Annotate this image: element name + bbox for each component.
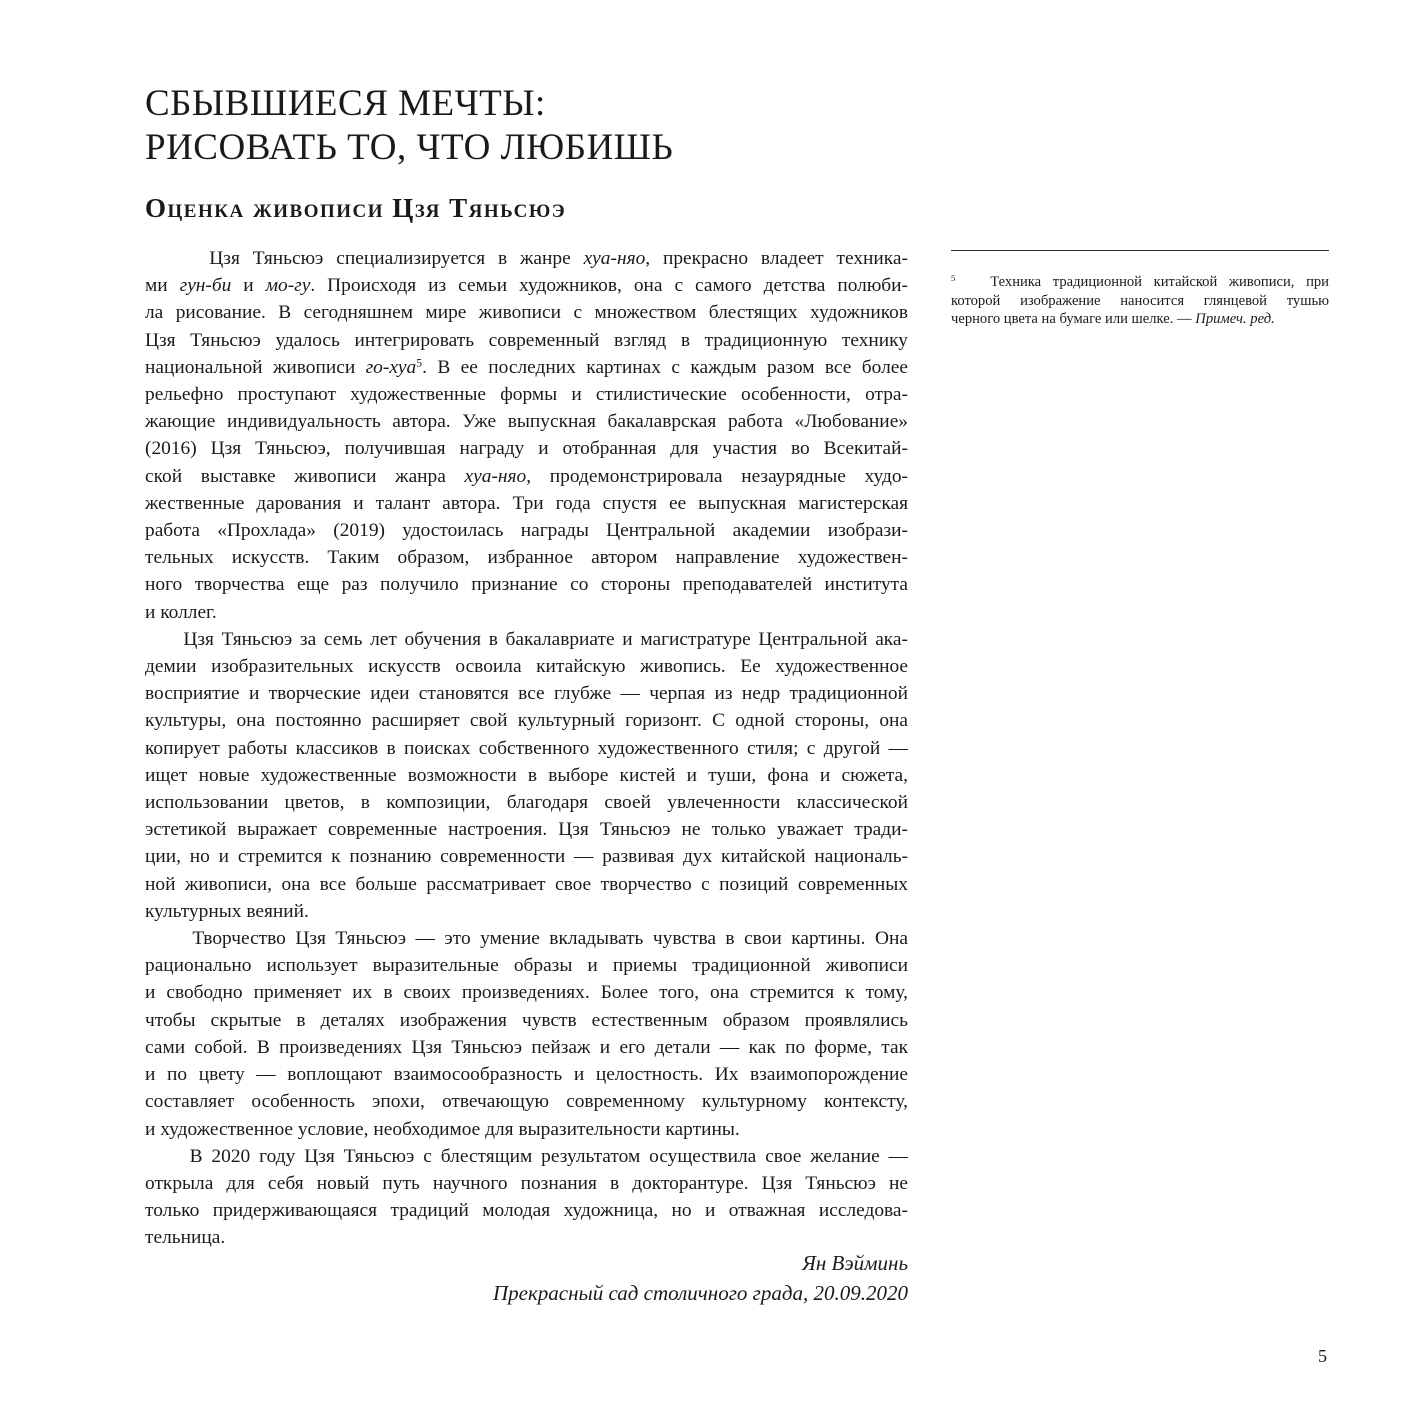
text-line: открыла для себя новый путь научного познания в докторантуре. Цзя Тяньсюэ не (145, 1172, 908, 1194)
paragraph-1 (145, 245, 908, 626)
text-line: тельница. (145, 1227, 226, 1249)
text-line: (2016) Цзя Тяньсюэ, получившая награду и отобранная для участия во Всекитай- (145, 438, 908, 460)
text-line: Цзя Тяньсюэ специализируется в жанре хуа-няо, прекрасно владеет техника- (209, 248, 908, 269)
text-line: Цзя Тяньсюэ удалось интегрировать современный взгляд в традиционную технику (145, 329, 908, 351)
text-line: ской выставке живописи жанра хуа-няо, продемонстрировала незаурядные худо- (145, 465, 908, 487)
footnote-line: черного цвета на бумаге или шелке. — Примеч. ред. (951, 311, 1275, 327)
text-line: только придерживающаяся традиций молодая художница, но и отважная исследова- (145, 1200, 908, 1222)
text-line: жающие индивидуальность автора. Уже выпускная бакалаврская работа «Любование» (145, 411, 908, 433)
text-line: сами собой. В произведениях Цзя Тяньсюэ пейзаж и его детали — как по форме, так (145, 1036, 908, 1058)
title-line-2: РИСОВАТЬ ТО, ЧТО ЛЮБИШЬ (145, 127, 674, 168)
page-number: 5 (1318, 1346, 1327, 1366)
subtitle: Оценка живописи Цзя Тяньсюэ (145, 193, 567, 223)
text-line: эстетикой выражает современные настроения. Цзя Тяньсюэ не только уважает тради- (145, 819, 908, 841)
footnote-editor-note: Примеч. ред. (1195, 311, 1275, 327)
text-line: национальной живописи го-хуа$^5$. В ее последних картинах с каждым разом все более (145, 356, 908, 378)
footnote-divider (951, 250, 1329, 251)
page-title (145, 82, 905, 170)
text-line: культуры, она постоянно расширяет свой культурный горизонт. С одной стороны, она (145, 710, 908, 732)
text-line: жественные дарования и талант автора. Три года спустя ее выпускная магистерская (145, 492, 908, 514)
text-line: копирует работы классиков в поисках собственного художественного стиля; с другой — (145, 737, 908, 759)
text-line: рельефно проступают художественные формы и стилистические особенности, отра- (145, 384, 908, 406)
text-line: и свободно применяет их в своих произведениях. Более того, она стремится к тому, (145, 982, 908, 1004)
title-line-1: СБЫВШИЕСЯ МЕЧТЫ: (145, 83, 546, 124)
footnote (951, 273, 1329, 329)
footnote-ref: 5 (416, 356, 423, 370)
footnote-line: которой изображение наносится глянцевой тушью (951, 292, 1329, 309)
text-line: и коллег. (145, 601, 217, 623)
paragraph-2 (145, 626, 908, 925)
signature-author: Ян Вэйминь (802, 1251, 908, 1275)
text-line: тельных искусств. Таким образом, избранное автором направление художествен- (145, 547, 908, 569)
text-line: ного творчества еще раз получило признание со стороны преподавателей института (145, 574, 908, 596)
text-line: ной живописи, она все больше рассматривает свое творчество с позиций современных (145, 873, 908, 895)
paragraph-3 (145, 925, 908, 1143)
text-line: ции, но и стремится к познанию современности — развивая дух китайской националь- (145, 846, 908, 868)
text-line: и по цвету — воплощают взаимосообразность и целостность. Их взаимопорождение (145, 1064, 908, 1086)
article-body (145, 245, 908, 1252)
text-line: работа «Прохлада» (2019) удостоилась награды Центральной академии изобрази- (145, 520, 908, 542)
text-line: ищет новые художественные возможности в выборе кистей и туши, фона и сюжета, (145, 764, 908, 786)
paragraph-4 (145, 1143, 908, 1252)
text-line: восприятие и творческие идеи становятся все глубже — черпая из недр традиционной (145, 683, 908, 705)
text-line: культурных веяний. (145, 900, 309, 922)
text-line: ла рисование. В сегодняшнем мире живописи с множеством блестящих художников (145, 302, 908, 324)
text-line: и художественное условие, необходимое для выразительности картины. (145, 1118, 740, 1140)
footnote-number: 5 (951, 273, 956, 284)
text-line: чтобы скрытые в деталях изображения чувств естественным образом проявлялись (145, 1009, 908, 1031)
text-line: ми гун-би и мо-гу. Происходя из семьи художников, она с самого детства полюби- (145, 275, 908, 297)
text-line: В 2020 году Цзя Тяньсюэ с блестящим результатом осуществила свое желание — (189, 1145, 908, 1167)
text-line: демии изобразительных искусств освоила китайскую живопись. Ее художественное (145, 656, 908, 678)
signature-place-date: Прекрасный сад столичного града, 20.09.2020 (493, 1281, 908, 1305)
text-line: составляет особенность эпохи, отвечающую современному культурному контексту, (145, 1091, 908, 1113)
text-line: рационально использует выразительные образы и приемы традиционной живописи (145, 955, 908, 977)
footnote-line: $^5$ Техника традиционной китайской живописи, при (951, 273, 1329, 290)
text-line: Цзя Тяньсюэ за семь лет обучения в бакалавриате и магистратуре Центральной ака- (183, 628, 908, 650)
text-line: использовании цветов, в композиции, благодаря своей увлеченности классической (145, 792, 908, 814)
text-line: Творчество Цзя Тяньсюэ — это умение вкладывать чувства в свои картины. Она (192, 928, 908, 950)
